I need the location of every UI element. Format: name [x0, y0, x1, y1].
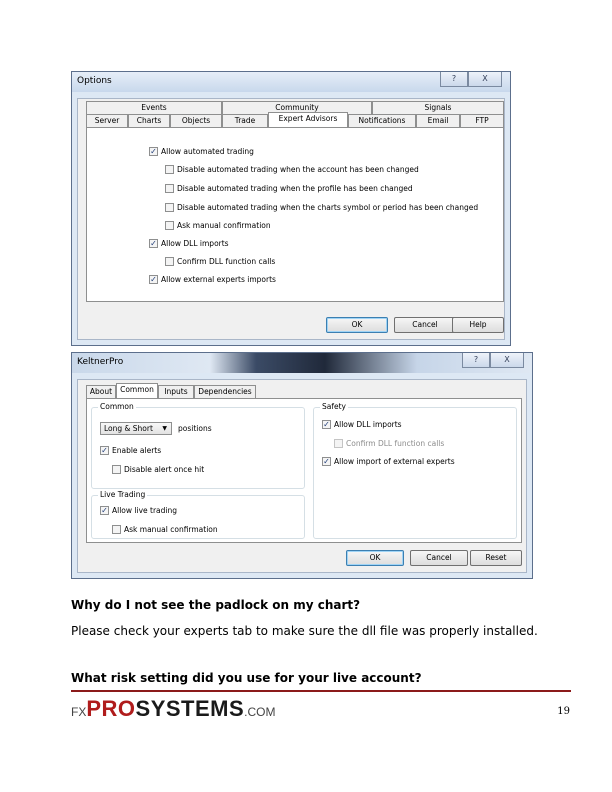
brand-logo: [71, 696, 276, 722]
help-icon[interactable]: ?: [462, 353, 490, 368]
checkbox-label: Confirm DLL function calls: [346, 438, 445, 448]
checkbox-box: [334, 439, 343, 448]
enable-alerts-checkbox[interactable]: [100, 444, 161, 456]
allow-external-experts-checkbox[interactable]: [322, 455, 455, 467]
tab-trade[interactable]: Trade: [222, 114, 268, 127]
ok-button[interactable]: OK: [346, 550, 404, 566]
tab-inputs[interactable]: Inputs: [158, 385, 194, 398]
checkbox-label: Disable alert once hit: [124, 464, 205, 474]
checkbox-box: [165, 165, 174, 174]
options-titlebar[interactable]: [72, 72, 510, 92]
select-value: Long & Short: [104, 424, 153, 433]
group-label: Common: [100, 402, 134, 411]
checkbox-label: Enable alerts: [112, 445, 162, 455]
help-icon[interactable]: ?: [440, 72, 468, 87]
tab-ftp[interactable]: FTP: [460, 114, 504, 127]
checkbox-label: Allow import of external experts: [334, 456, 455, 466]
faq-question-risk: What risk setting did you use for your live account?: [71, 671, 422, 685]
checkbox-label: Allow live trading: [112, 505, 177, 515]
safety-groupbox: [313, 402, 517, 539]
positions-label: positions: [178, 424, 212, 433]
checkbox-label: Disable automated trading when the account has been changed: [177, 164, 419, 174]
checkbox-box: [149, 239, 158, 248]
keltnerpro-client: [77, 379, 527, 573]
chevron-down-icon: ▼: [162, 425, 167, 432]
checkbox-box: [100, 506, 109, 515]
help-button[interactable]: Help: [452, 317, 504, 333]
reset-button[interactable]: Reset: [470, 550, 522, 566]
tab-about[interactable]: About: [86, 385, 116, 398]
checkbox-label: Allow external experts imports: [161, 274, 276, 284]
allow-dll-imports-checkbox[interactable]: [149, 237, 229, 249]
tab-common[interactable]: Common: [116, 383, 158, 398]
options-tabs-bottom: [86, 114, 504, 127]
brand-com: .COM: [244, 705, 276, 719]
tab-events[interactable]: Events: [86, 101, 222, 114]
close-icon[interactable]: X: [468, 72, 502, 87]
tab-notifications[interactable]: Notifications: [348, 114, 416, 127]
footer-rule: [71, 690, 571, 692]
checkbox-box: [112, 525, 121, 534]
disable-on-account-change-checkbox[interactable]: [165, 163, 419, 175]
group-label: Live Trading: [100, 490, 146, 499]
brand-fx: FX: [71, 705, 87, 719]
faq-question-padlock: Why do I not see the padlock on my chart?: [71, 598, 361, 612]
tab-email[interactable]: Email: [416, 114, 460, 127]
close-icon[interactable]: X: [490, 353, 524, 368]
checkbox-label: Allow DLL imports: [161, 238, 229, 248]
group-label: Safety: [322, 402, 346, 411]
keltnerpro-titlebar[interactable]: [72, 353, 532, 373]
ok-button[interactable]: OK: [326, 317, 388, 333]
live-trading-groupbox: [91, 490, 305, 539]
keltnerpro-dialog: [71, 352, 533, 579]
keltnerpro-title: KeltnerPro: [77, 357, 124, 367]
ask-manual-confirmation-checkbox[interactable]: [112, 523, 218, 535]
options-dialog: [71, 71, 511, 346]
keltnerpro-tabs: [86, 385, 336, 398]
tab-objects[interactable]: Objects: [170, 114, 222, 127]
disable-on-profile-change-checkbox[interactable]: [165, 182, 413, 194]
tab-community[interactable]: Community: [222, 101, 372, 114]
allow-live-trading-checkbox[interactable]: [100, 504, 177, 516]
tab-expert-advisors[interactable]: Expert Advisors: [268, 112, 348, 127]
tab-charts[interactable]: Charts: [128, 114, 170, 127]
checkbox-label: Disable automated trading when the charts symbol or period has been changed: [177, 202, 479, 212]
checkbox-label: Ask manual confirmation: [177, 220, 271, 230]
checkbox-box: [149, 275, 158, 284]
checkbox-label: Confirm DLL function calls: [177, 256, 276, 266]
checkbox-label: Ask manual confirmation: [124, 524, 218, 534]
confirm-dll-calls-checkbox[interactable]: [334, 437, 444, 449]
common-groupbox: [91, 402, 305, 489]
faq-answer-padlock: Please check your experts tab to make sure the dll file was properly installed.: [71, 624, 538, 638]
cancel-button[interactable]: Cancel: [394, 317, 456, 333]
expert-advisors-panel: [86, 127, 504, 302]
checkbox-box: [100, 446, 109, 455]
page-number: 19: [557, 706, 570, 717]
confirm-dll-calls-checkbox[interactable]: [165, 255, 275, 267]
tab-signals[interactable]: Signals: [372, 101, 504, 114]
checkbox-box: [322, 420, 331, 429]
cancel-button[interactable]: Cancel: [410, 550, 468, 566]
checkbox-box: [165, 221, 174, 230]
checkbox-box: [149, 147, 158, 156]
tab-dependencies[interactable]: Dependencies: [194, 385, 256, 398]
brand-systems: SYSTEMS: [135, 696, 245, 721]
disable-on-symbol-change-checkbox[interactable]: [165, 201, 478, 213]
positions-select[interactable]: [100, 422, 172, 435]
checkbox-box: [322, 457, 331, 466]
disable-alert-once-hit-checkbox[interactable]: [112, 463, 204, 475]
checkbox-box: [165, 257, 174, 266]
options-client: [77, 98, 505, 340]
checkbox-box: [165, 203, 174, 212]
allow-dll-imports-checkbox[interactable]: [322, 418, 402, 430]
common-panel: [86, 398, 522, 543]
tab-server[interactable]: Server: [86, 114, 128, 127]
checkbox-box: [112, 465, 121, 474]
checkbox-label: Allow automated trading: [161, 146, 254, 156]
allow-external-experts-checkbox[interactable]: [149, 273, 276, 285]
ask-manual-confirmation-checkbox[interactable]: [165, 219, 271, 231]
checkbox-box: [165, 184, 174, 193]
brand-pro: PRO: [86, 696, 136, 721]
allow-automated-trading-checkbox[interactable]: [149, 145, 254, 157]
options-title: Options: [77, 76, 112, 86]
checkbox-label: Disable automated trading when the profile has been changed: [177, 183, 413, 193]
checkbox-label: Allow DLL imports: [334, 419, 402, 429]
